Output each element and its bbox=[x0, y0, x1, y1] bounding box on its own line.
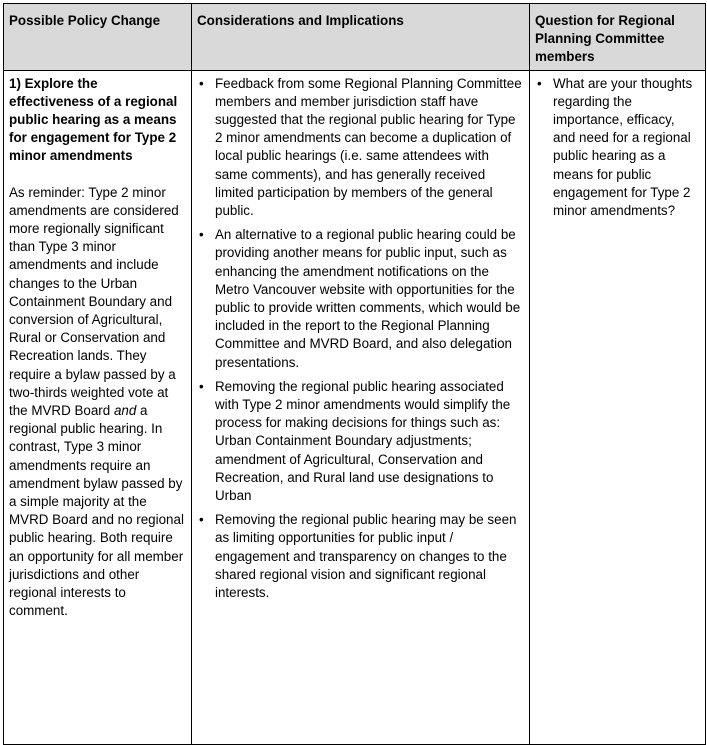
table-row bbox=[4, 70, 706, 744]
list-item: • Removing the regional public hearing may be seen as limiting opportunities for public input / engagement and transparency on changes to the shared regional vision and significant regional interests. bbox=[197, 511, 524, 602]
reminder-text-part1: As reminder: Type 2 minor amendments are considered more regionally significant than Type 3 minor amendments and include changes to the Urban Containment Boundary and conversion of Agricultural, Rural or Conservation and Recreation lands. They require a bylaw passed by a two-thirds weighted vote at the MVRD Board bbox=[9, 184, 179, 419]
header-considerations-implications: Considerations and Implications bbox=[192, 4, 530, 71]
question-cell bbox=[530, 70, 706, 744]
considerations-list bbox=[197, 75, 524, 603]
policy-change-table bbox=[3, 3, 706, 745]
header-possible-policy-change: Possible Policy Change bbox=[4, 4, 192, 71]
questions-list bbox=[535, 75, 700, 221]
reminder-emphasis: and bbox=[113, 403, 137, 419]
list-item: • What are your thoughts regarding the importance, efficacy, and need for a regional public hearing as a means for public engagement for Type 2 minor amendments? bbox=[535, 75, 700, 221]
considerations-cell bbox=[192, 70, 530, 744]
table-header-row bbox=[4, 4, 706, 71]
list-item: • Feedback from some Regional Planning Committee members and member jurisdiction staff have suggested that the regional public hearing for Type 2 minor amendments can become a duplication of local public hearings (i.e. same attendees with same comments), and has generally received limited participation by members of the general public. bbox=[197, 75, 524, 221]
policy-change-title: 1) Explore the effectiveness of a regional public hearing as a means for engagement for Type 2 minor amendments bbox=[9, 75, 178, 164]
list-item: • Removing the regional public hearing associated with Type 2 minor amendments would simplify the process for making decisions for things such as: Urban Containment Boundary adjustments; amendment of Agricultural, Conservation and Recreation, and Rural land use designations to Urban bbox=[197, 378, 524, 505]
reminder-text bbox=[9, 184, 186, 621]
reminder-text-part2: a regional public hearing. In contrast, Type 3 minor amendments require an amendment bylaw passed by a simple majority at the MVRD Board and no regional public hearing. Both require an opportunity for all member jurisdictions and other regional interests to comment. bbox=[9, 403, 184, 619]
policy-change-cell bbox=[4, 70, 192, 744]
header-question-for-committee: Question for Regional Planning Committee members bbox=[530, 4, 706, 71]
list-item: • An alternative to a regional public hearing could be providing another means for public input, such as enhancing the amendment notifications on the Metro Vancouver website with opportunities for the public to provide written comments, which would be included in the report to the Regional Planning Committee and MVRD Board, and also delegation presentations. bbox=[197, 226, 524, 372]
